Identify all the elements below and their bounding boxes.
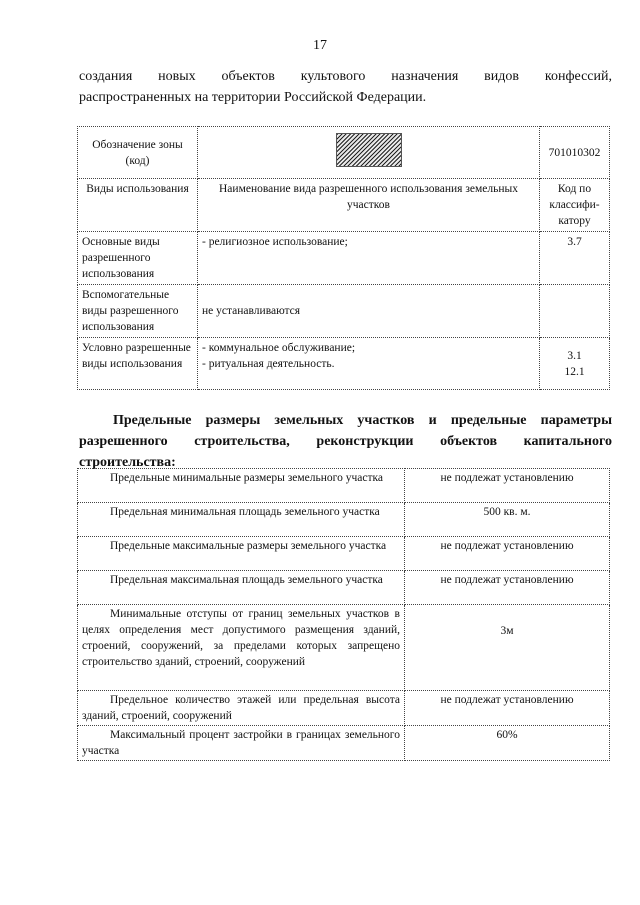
usage-type: Вспомогательные виды разрешенного использования bbox=[78, 285, 198, 338]
table-row bbox=[78, 726, 610, 761]
limits-heading bbox=[79, 410, 612, 473]
limit-param: Предельная минимальная площадь земельного участка bbox=[78, 503, 405, 537]
page-number: 17 bbox=[313, 38, 327, 53]
usage-code: 3.7 bbox=[540, 232, 610, 285]
limit-param: Предельная максимальная площадь земельного участка bbox=[78, 571, 405, 605]
limit-param: Минимальные отступы от границ земельных участков в целях определения мест допустимого размещения зданий, строений, сооружений, за пределами которых запрещено строительство зданий, строений, сооружений bbox=[78, 605, 405, 691]
zone-hatch-cell bbox=[198, 127, 540, 179]
limit-param: Предельные минимальные размеры земельного участка bbox=[78, 469, 405, 503]
intro-line-2: распространенных на территории Российской Федерации. bbox=[79, 90, 427, 105]
usage-code: 3.1 bbox=[567, 349, 582, 362]
table-row bbox=[78, 691, 610, 726]
usage-code-empty bbox=[540, 285, 610, 338]
zone-code: 701010302 bbox=[540, 127, 610, 179]
limits-table bbox=[77, 468, 610, 761]
table-row bbox=[78, 537, 610, 571]
usage-name: - ритуальная деятельность. bbox=[202, 358, 335, 370]
zone-label: Обозначение зоны (код) bbox=[78, 127, 198, 179]
intro-paragraph bbox=[79, 66, 612, 108]
limits-heading-line-2: разрешенного строительства, реконструкции объектов капитального bbox=[79, 434, 612, 449]
table-row bbox=[78, 469, 610, 503]
table-row bbox=[78, 571, 610, 605]
limit-value: не подлежат установлению bbox=[405, 691, 610, 726]
limit-value: не подлежат установлению bbox=[405, 469, 610, 503]
zone-hatch-swatch bbox=[336, 133, 402, 167]
header-classifier-code: Код по классифи-катору bbox=[540, 179, 610, 232]
intro-line-1: создания новых объектов культового назначения видов конфессий, bbox=[79, 69, 612, 84]
table-row bbox=[78, 338, 610, 390]
limit-param: Максимальный процент застройки в границах земельного участка bbox=[78, 726, 405, 761]
usage-code: 12.1 bbox=[564, 365, 585, 378]
usage-name: - коммунальное обслуживание; bbox=[202, 342, 356, 354]
limit-value: 500 кв. м. bbox=[405, 503, 610, 537]
table-row bbox=[78, 232, 610, 285]
limit-value: 60% bbox=[405, 726, 610, 761]
limit-param: Предельные максимальные размеры земельного участка bbox=[78, 537, 405, 571]
limits-heading-line-3: строительства: bbox=[79, 455, 176, 470]
usage-type: Основные виды разрешенного использования bbox=[78, 232, 198, 285]
table-row bbox=[78, 605, 610, 691]
usage-codes bbox=[540, 338, 610, 390]
limit-value: не подлежат установлению bbox=[405, 537, 610, 571]
header-usage-name: Наименование вида разрешенного использования земельных участков bbox=[198, 179, 540, 232]
limits-heading-line-1: Предельные размеры земельных участков и предельные параметры bbox=[113, 413, 612, 428]
limit-param: Предельное количество этажей или предельная высота зданий, строений, сооружений bbox=[78, 691, 405, 726]
usage-name: - религиозное использование; bbox=[198, 232, 540, 285]
table-row bbox=[78, 503, 610, 537]
table-row bbox=[78, 285, 610, 338]
zone-table bbox=[77, 126, 610, 390]
usage-type: Условно разрешенные виды использования bbox=[78, 338, 198, 390]
limit-value: 3м bbox=[405, 605, 610, 691]
limit-value: не подлежат установлению bbox=[405, 571, 610, 605]
usage-names bbox=[198, 338, 540, 390]
usage-name: не устанавливаются bbox=[198, 285, 540, 338]
header-usage-types: Виды использования bbox=[78, 179, 198, 232]
